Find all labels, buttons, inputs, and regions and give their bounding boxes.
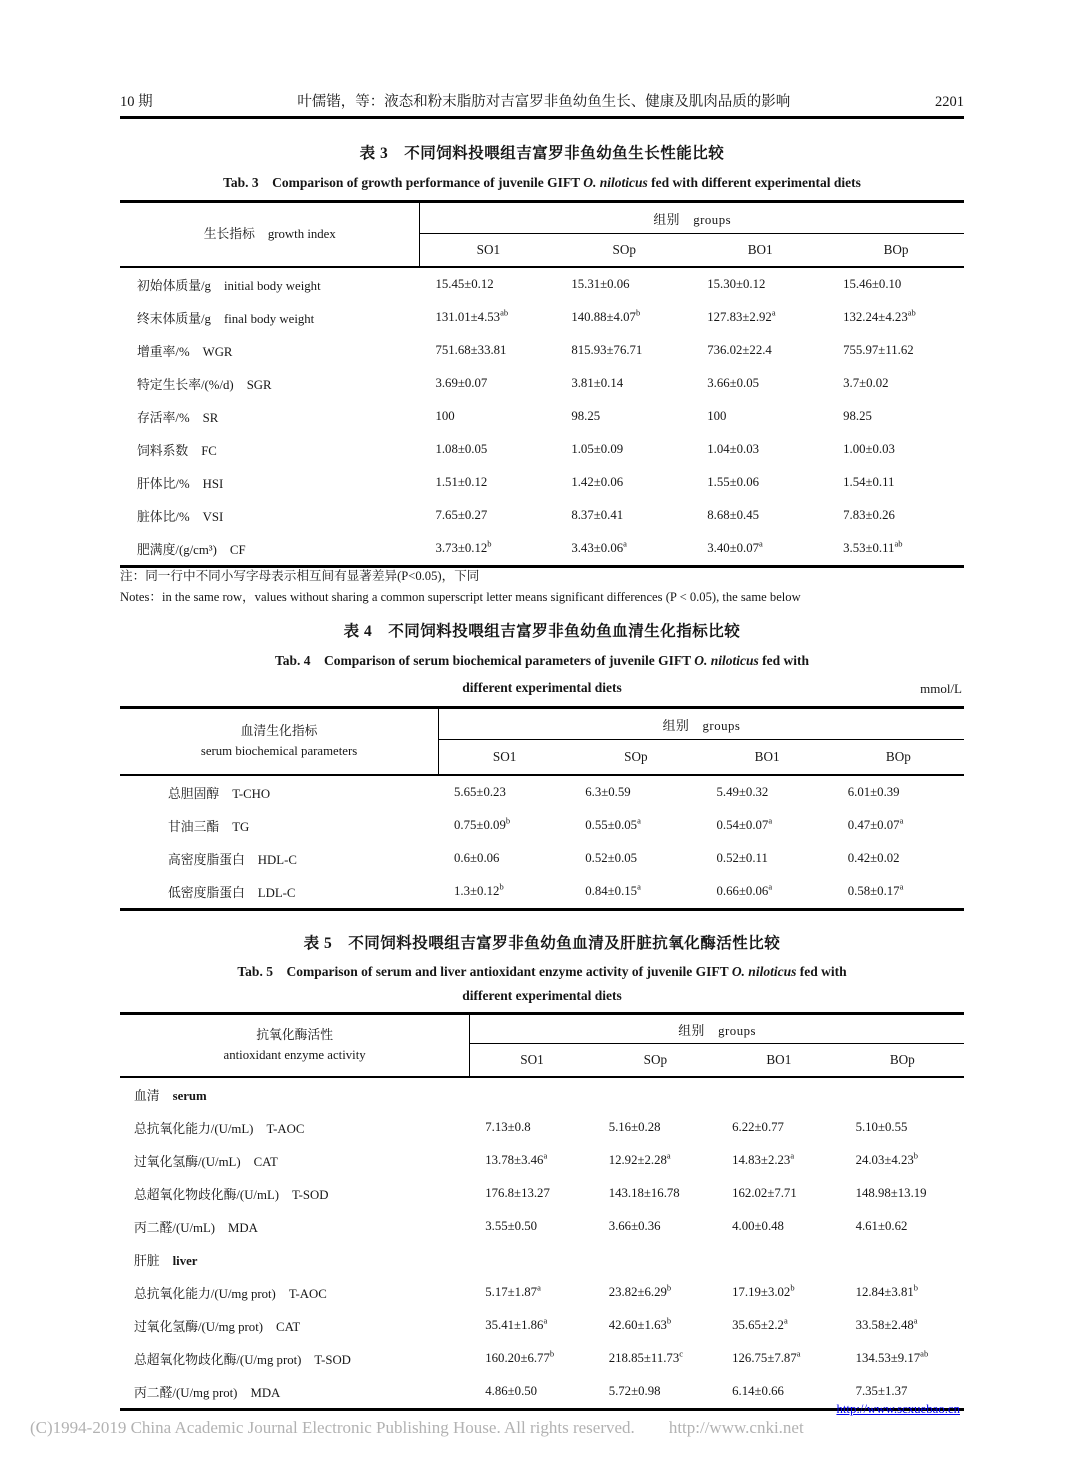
column-header-bop: BOp bbox=[883, 242, 909, 257]
table-row bbox=[120, 400, 964, 433]
table-row bbox=[120, 875, 964, 908]
table-cell: 6.14±0.66 bbox=[732, 1384, 784, 1398]
row-label: 血清 serum bbox=[134, 1089, 207, 1103]
table4-title-en-line2: different experimental diets mmol/L bbox=[462, 680, 962, 696]
table-cell: 0.84±0.15$^a$ bbox=[585, 881, 641, 898]
column-header-bop: BOp bbox=[885, 749, 911, 764]
row-label: 高密度脂蛋白 HDL-C bbox=[168, 853, 297, 867]
row-label: 存活率/% SR bbox=[137, 411, 219, 425]
column-header-so1: SO1 bbox=[492, 749, 517, 764]
table-cell: 3.55±0.50 bbox=[485, 1219, 538, 1233]
table5-title-en-line2: different experimental diets bbox=[462, 988, 622, 1003]
table-cell: 176.8±13.27 bbox=[485, 1186, 550, 1200]
table-row bbox=[120, 1276, 964, 1309]
table-cell: 24.03±4.23$^b$ bbox=[855, 1150, 919, 1167]
table5-title-en: Tab. 5 Comparison of serum and liver antioxidant enzyme activity of juvenile GIFT O. niloticus fed with bbox=[237, 964, 847, 979]
table-cell: 5.72±0.98 bbox=[608, 1384, 661, 1398]
table-cell: 3.7±0.02 bbox=[843, 376, 889, 390]
journal-url-link[interactable]: http://www.scxuebao.cn bbox=[836, 1402, 960, 1416]
row-label: 甘油三酯 TG bbox=[168, 820, 250, 834]
header-rule bbox=[120, 116, 964, 119]
table-row bbox=[120, 367, 964, 400]
row-label: 丙二醛/(U/mg prot) MDA bbox=[134, 1386, 281, 1400]
table-cell: 1.55±0.06 bbox=[707, 475, 760, 489]
column-header-bo1: BO1 bbox=[747, 242, 773, 257]
column-header-sop: SOp bbox=[612, 242, 636, 257]
row-label: 终末体质量/g final body weight bbox=[137, 312, 315, 326]
table-section-row bbox=[120, 1078, 964, 1111]
table-row bbox=[120, 1111, 964, 1144]
table-cell: 3.81±0.14 bbox=[571, 376, 624, 390]
table5-title-cn: 表 5 不同饲料投喂组吉富罗非鱼幼鱼血清及肝脏抗氧化酶活性比较 bbox=[303, 935, 781, 952]
table-cell: 8.37±0.41 bbox=[571, 508, 624, 522]
table-cell: 134.53±9.17$^{ab}$ bbox=[855, 1348, 929, 1365]
table-cell: 4.86±0.50 bbox=[485, 1384, 538, 1398]
row-label: 总超氧化物歧化酶/(U/mg prot) T-SOD bbox=[134, 1353, 351, 1367]
group-label: 组别 groups bbox=[439, 709, 964, 740]
table4-title-en: Tab. 4 Comparison of serum biochemical parameters of juvenile GIFT O. niloticus fed with bbox=[275, 653, 809, 668]
column-header-sop: SOp bbox=[624, 749, 648, 764]
issue-number: 10 期 bbox=[120, 94, 153, 110]
stub-header: 抗氧化酶活性 antioxidant enzyme activity bbox=[120, 1015, 470, 1076]
table-cell: 7.35±1.37 bbox=[855, 1384, 908, 1398]
row-label: 初始体质量/g initial body weight bbox=[137, 279, 321, 293]
column-headers bbox=[420, 234, 964, 266]
row-label: 增重率/% WGR bbox=[137, 345, 233, 359]
table-cell: 148.98±13.19 bbox=[855, 1186, 927, 1200]
table-row bbox=[120, 301, 964, 334]
table-cell: 1.00±0.03 bbox=[843, 442, 895, 456]
groups-header bbox=[420, 203, 964, 266]
note-en: Notes：in the same row，values without sharing a common superscript letter means significant differences (P < 0.05), the same below bbox=[120, 590, 801, 604]
row-label: 过氧化氢酶/(U/mL) CAT bbox=[134, 1155, 278, 1169]
table-cell: 7.13±0.8 bbox=[485, 1120, 531, 1134]
table-cell: 3.66±0.36 bbox=[608, 1219, 661, 1233]
table-cell: 0.58±0.17$^a$ bbox=[847, 881, 904, 898]
table-cell: 12.84±3.81$^b$ bbox=[855, 1282, 919, 1299]
table-cell: 0.55±0.05$^a$ bbox=[585, 815, 641, 832]
column-header-so1: SO1 bbox=[520, 1052, 544, 1067]
column-header-sop: SOp bbox=[643, 1052, 668, 1067]
table-cell: 100 bbox=[435, 409, 455, 423]
table-row bbox=[120, 776, 964, 809]
row-label: 肝体比/% HSI bbox=[137, 477, 224, 491]
table-cell: 35.65±2.2$^a$ bbox=[732, 1315, 788, 1332]
table-cell: 4.61±0.62 bbox=[855, 1219, 908, 1233]
table-body bbox=[120, 1078, 964, 1408]
table-row bbox=[120, 1144, 964, 1177]
table-cell: 6.01±0.39 bbox=[847, 785, 900, 799]
table-cell: 0.52±0.11 bbox=[716, 851, 768, 865]
table-cell: 140.88±4.07$^b$ bbox=[571, 307, 641, 324]
table-body bbox=[120, 268, 964, 565]
column-header-bo1: BO1 bbox=[766, 1052, 792, 1067]
row-label: 肥满度/(g/cm³) CF bbox=[137, 543, 246, 557]
row-label: 肝脏 liver bbox=[134, 1254, 198, 1268]
table-section-row bbox=[120, 1243, 964, 1276]
table-cell: 1.04±0.03 bbox=[707, 442, 760, 456]
table-cell: 5.49±0.32 bbox=[716, 785, 769, 799]
table-cell: 0.54±0.07$^a$ bbox=[716, 815, 773, 832]
table-cell: 1.54±0.11 bbox=[843, 475, 895, 489]
table-cell: 1.05±0.09 bbox=[571, 442, 624, 456]
table-header bbox=[120, 1015, 964, 1078]
group-label: 组别 groups bbox=[470, 1015, 964, 1044]
table-header bbox=[120, 709, 964, 776]
table-cell: 4.00±0.48 bbox=[732, 1219, 784, 1233]
table-cell: 3.73±0.12$^b$ bbox=[435, 538, 492, 555]
row-label: 特定生长率/(%/d) SGR bbox=[137, 378, 272, 392]
table-cell: 143.18±16.78 bbox=[608, 1186, 680, 1200]
table-body bbox=[120, 776, 964, 908]
table-cell: 33.58±2.48$^a$ bbox=[855, 1315, 918, 1332]
table-cell: 5.10±0.55 bbox=[855, 1120, 908, 1134]
table-cell: 126.75±7.87$^a$ bbox=[732, 1348, 801, 1365]
table-cell: 751.68±33.81 bbox=[435, 343, 507, 357]
column-headers bbox=[439, 740, 964, 774]
group-label: 组别 groups bbox=[420, 203, 964, 234]
row-label: 脏体比/% VSI bbox=[137, 510, 224, 524]
table-cell: 5.65±0.23 bbox=[454, 785, 506, 799]
table-cell: 1.42±0.06 bbox=[571, 475, 624, 489]
table-cell: 5.16±0.28 bbox=[608, 1120, 661, 1134]
table-cell: 6.22±0.77 bbox=[732, 1120, 784, 1134]
table-cell: 7.65±0.27 bbox=[435, 508, 488, 522]
table-cell: 0.66±0.06$^a$ bbox=[716, 881, 773, 898]
table-cell: 218.85±11.73$^c$ bbox=[608, 1348, 684, 1365]
column-header-bop: BOp bbox=[889, 1052, 915, 1067]
row-label: 丙二醛/(U/mL) MDA bbox=[134, 1221, 258, 1235]
table-cell: 15.30±0.12 bbox=[707, 277, 766, 291]
table-cell: 5.17±1.87$^a$ bbox=[485, 1282, 541, 1299]
table3-notes bbox=[120, 566, 964, 608]
table-row bbox=[120, 499, 964, 532]
table-cell: 162.02±7.71 bbox=[732, 1186, 797, 1200]
stub-header: 血清生化指标 serum biochemical parameters bbox=[120, 709, 439, 774]
table-cell: 160.20±6.77$^b$ bbox=[485, 1348, 555, 1365]
table-cell: 98.25 bbox=[571, 409, 601, 423]
table-row bbox=[120, 1210, 964, 1243]
table-cell: 12.92±2.28$^a$ bbox=[608, 1150, 671, 1167]
row-label: 总超氧化物歧化酶/(U/mL) T-SOD bbox=[134, 1188, 329, 1202]
table-cell: 100 bbox=[707, 409, 727, 423]
table-row bbox=[120, 466, 964, 499]
table-cell: 15.46±0.10 bbox=[843, 277, 902, 291]
table-cell: 8.68±0.45 bbox=[707, 508, 760, 522]
table-cell: 755.97±11.62 bbox=[843, 343, 914, 357]
table-cell: 15.45±0.12 bbox=[435, 277, 494, 291]
column-header-so1: SO1 bbox=[476, 242, 501, 257]
table-cell: 815.93±76.71 bbox=[571, 343, 643, 357]
table3-title-en: Tab. 3 Comparison of growth performance of juvenile GIFT O. niloticus fed with different experimental diets bbox=[223, 175, 861, 190]
table-cell: 1.51±0.12 bbox=[435, 475, 488, 489]
table-cell: 0.52±0.05 bbox=[585, 851, 638, 865]
column-header-bo1: BO1 bbox=[754, 749, 780, 764]
unit-label: mmol/L bbox=[920, 681, 962, 696]
table3-title-cn: 表 3 不同饲料投喂组吉富罗非鱼幼鱼生长性能比较 bbox=[359, 145, 725, 162]
table-cell: 14.83±2.23$^a$ bbox=[732, 1150, 795, 1167]
table-row bbox=[120, 842, 964, 875]
table-cell: 13.78±3.46$^a$ bbox=[485, 1150, 548, 1167]
copyright-watermark: (C)1994-2019 China Academic Journal Electronic Publishing House. All rights reserved. http://www.cnki.net bbox=[30, 1418, 804, 1437]
table-cell: 0.75±0.09$^b$ bbox=[454, 815, 511, 832]
table-row bbox=[120, 268, 964, 301]
table-cell: 736.02±22.4 bbox=[707, 343, 772, 357]
table-cell: 1.08±0.05 bbox=[435, 442, 488, 456]
column-headers bbox=[470, 1044, 964, 1076]
table-cell: 1.3±0.12$^b$ bbox=[454, 881, 504, 898]
table-cell: 3.40±0.07$^a$ bbox=[707, 538, 763, 555]
row-label: 总抗氧化能力/(U/mL) T-AOC bbox=[134, 1122, 305, 1136]
note-cn: 注：同一行中不同小写字母表示相互间有显著差异(P<0.05)，下同 bbox=[120, 569, 480, 583]
table-cell: 3.66±0.05 bbox=[707, 376, 760, 390]
table-row bbox=[120, 433, 964, 466]
table-header bbox=[120, 203, 964, 268]
serum-biochemical-table bbox=[120, 706, 964, 911]
table-row bbox=[120, 1342, 964, 1375]
table-cell: 7.83±0.26 bbox=[843, 508, 895, 522]
table-cell: 35.41±1.86$^a$ bbox=[485, 1315, 548, 1332]
table-row bbox=[120, 809, 964, 842]
table-cell: 23.82±6.29$^b$ bbox=[608, 1282, 672, 1299]
row-label: 饲料系数 FC bbox=[137, 444, 217, 458]
table4-title-cn: 表 4 不同饲料投喂组吉富罗非鱼幼鱼血清生化指标比较 bbox=[343, 623, 741, 640]
page-number: 2201 bbox=[935, 94, 964, 110]
table-cell: 132.24±4.23$^{ab}$ bbox=[843, 307, 916, 324]
groups-header bbox=[439, 709, 964, 774]
table-cell: 0.42±0.02 bbox=[847, 851, 900, 865]
table-cell: 3.69±0.07 bbox=[435, 376, 488, 390]
table-cell: 0.6±0.06 bbox=[454, 851, 500, 865]
table-cell: 6.3±0.59 bbox=[585, 785, 631, 799]
row-label: 过氧化氢酶/(U/mg prot) CAT bbox=[134, 1320, 301, 1334]
cnki-url: http://www.cnki.net bbox=[668, 1418, 804, 1437]
table-row bbox=[120, 1309, 964, 1342]
table-cell: 15.31±0.06 bbox=[571, 277, 630, 291]
table-row bbox=[120, 1177, 964, 1210]
table-cell: 98.25 bbox=[843, 409, 872, 423]
row-label: 总胆固醇 T-CHO bbox=[168, 787, 271, 801]
table-row bbox=[120, 532, 964, 565]
table-cell: 42.60±1.63$^b$ bbox=[608, 1315, 672, 1332]
running-head bbox=[120, 90, 964, 111]
row-label: 低密度脂蛋白 LDL-C bbox=[168, 886, 296, 900]
stub-header: 生长指标 growth index bbox=[120, 203, 420, 266]
table-cell: 17.19±3.02$^b$ bbox=[732, 1282, 795, 1299]
table-cell: 3.53±0.11$^{ab}$ bbox=[843, 538, 903, 555]
table-cell: 131.01±4.53$^{ab}$ bbox=[435, 307, 509, 324]
running-title: 叶儒锴，等：液态和粉末脂肪对吉富罗非鱼幼鱼生长、健康及肌肉品质的影响 bbox=[297, 94, 791, 110]
table-row bbox=[120, 334, 964, 367]
row-label: 总抗氧化能力/(U/mg prot) T-AOC bbox=[134, 1287, 327, 1301]
groups-header bbox=[470, 1015, 964, 1076]
table-cell: 127.83±2.92$^a$ bbox=[707, 307, 776, 324]
antioxidant-enzyme-table bbox=[120, 1012, 964, 1411]
table-cell: 3.43±0.06$^a$ bbox=[571, 538, 627, 555]
table-cell: 0.47±0.07$^a$ bbox=[847, 815, 904, 832]
growth-performance-table bbox=[120, 200, 964, 568]
